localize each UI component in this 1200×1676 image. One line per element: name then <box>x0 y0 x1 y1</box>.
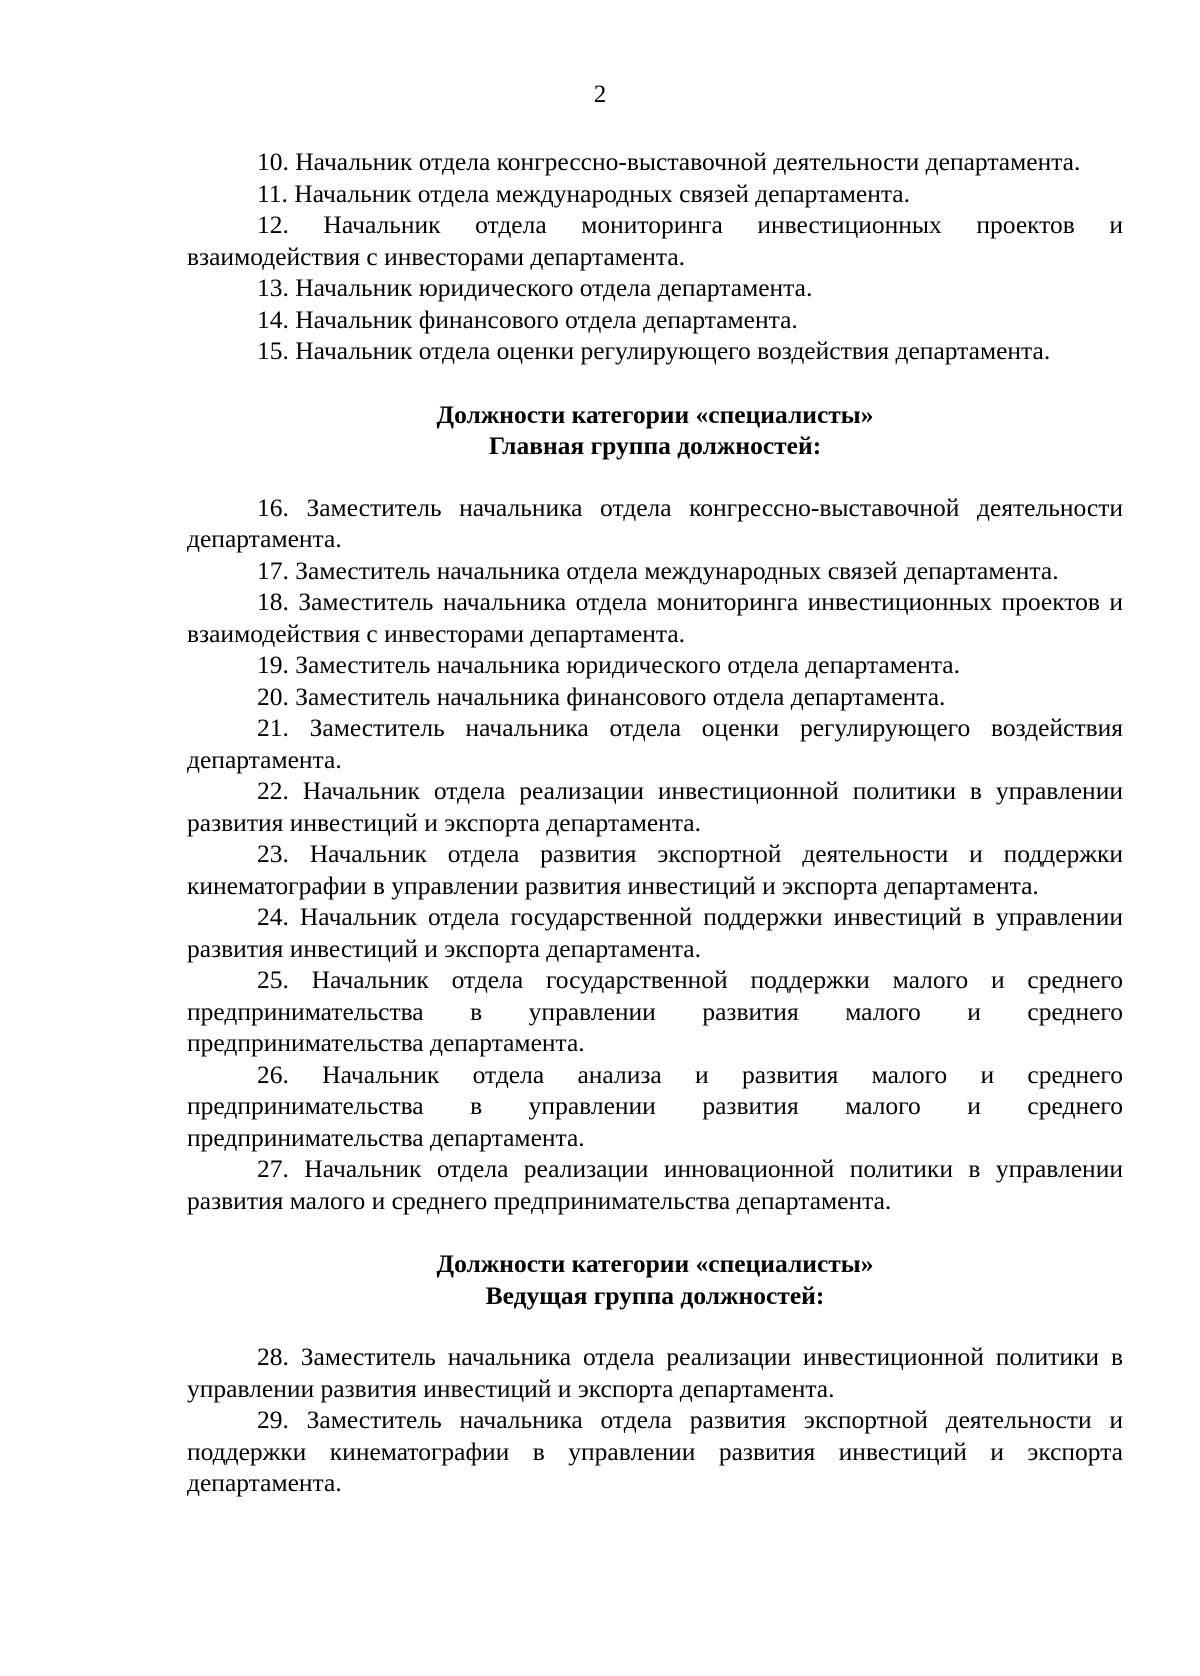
list-item: 18. Заместитель начальника отдела мониторинга инвестиционных проектов и взаимодействия с инвесторами департамента. <box>187 587 1123 648</box>
list-item: 15. Начальник отдела оценки регулирующего воздействия департамента. <box>257 336 1051 365</box>
page-number: 2 <box>593 81 607 108</box>
list-item: 29. Заместитель начальника отдела развития экспортной деятельности и поддержки кинематографии в управлении развития инвестиций и экспорта департамента. <box>187 1405 1123 1497</box>
section-group-title: Ведущая группа должностей: <box>485 1280 825 1310</box>
list-item: 14. Начальник финансового отдела департамента. <box>257 304 798 334</box>
list-group-main <box>187 492 1123 1217</box>
list-item: 10. Начальник отдела конгрессно-выставочной деятельности департамента. <box>257 147 1081 176</box>
list-item: 17. Заместитель начальника отдела международных связей департамента. <box>257 555 1059 585</box>
section-group-title: Главная группа должностей: <box>488 431 822 460</box>
list-group-heads <box>187 146 1123 367</box>
list-item: 20. Заместитель начальника финансового отдела департамента. <box>257 681 946 711</box>
list-item: 27. Начальник отдела реализации инновационной политики в управлении развития малого и среднего предпринимательства департамента. <box>187 1154 1123 1215</box>
list-item: 28. Заместитель начальника отдела реализации инвестиционной политики в управлении развития инвестиций и экспорта департамента. <box>187 1342 1123 1403</box>
section-heading-main <box>187 399 1123 462</box>
section-category-title: Должности категории «специалисты» <box>436 399 874 429</box>
section-category-title: Должности категории «специалисты» <box>436 1249 874 1278</box>
list-group-leading <box>187 1341 1123 1499</box>
list-item: 24. Начальник отдела государственной поддержки инвестиций в управлении развития инвестиций и экспорта департамента. <box>187 902 1123 963</box>
list-item: 26. Начальник отдела анализа и развития малого и среднего предпринимательства в управлении развития малого и среднего предпринимательства департамента. <box>187 1059 1123 1152</box>
list-item: 22. Начальник отдела реализации инвестиционной политики в управлении развития инвестиций и экспорта департамента. <box>187 776 1123 837</box>
list-item: 16. Заместитель начальника отдела конгрессно-выставочной деятельности департамента. <box>187 492 1123 553</box>
list-item: 21. Заместитель начальника отдела оценки регулирующего воздействия департамента. <box>187 713 1123 774</box>
list-item: 25. Начальник отдела государственной поддержки малого и среднего предпринимательства в управлении развития малого и среднего предпринимательства департамента. <box>187 965 1123 1057</box>
list-item: 12. Начальник отдела мониторинга инвестиционных проектов и взаимодействия с инвесторами департамента. <box>187 210 1123 271</box>
list-item: 13. Начальник юридического отдела департамента. <box>257 273 813 302</box>
list-item: 23. Начальник отдела развития экспортной деятельности и поддержки кинематографии в управлении развития инвестиций и экспорта департамента. <box>187 839 1123 900</box>
list-item: 19. Заместитель начальника юридического отдела департамента. <box>257 650 960 679</box>
list-item: 11. Начальник отдела международных связей департамента. <box>257 178 910 208</box>
document-body <box>187 146 1123 1499</box>
section-heading-leading <box>187 1248 1123 1311</box>
